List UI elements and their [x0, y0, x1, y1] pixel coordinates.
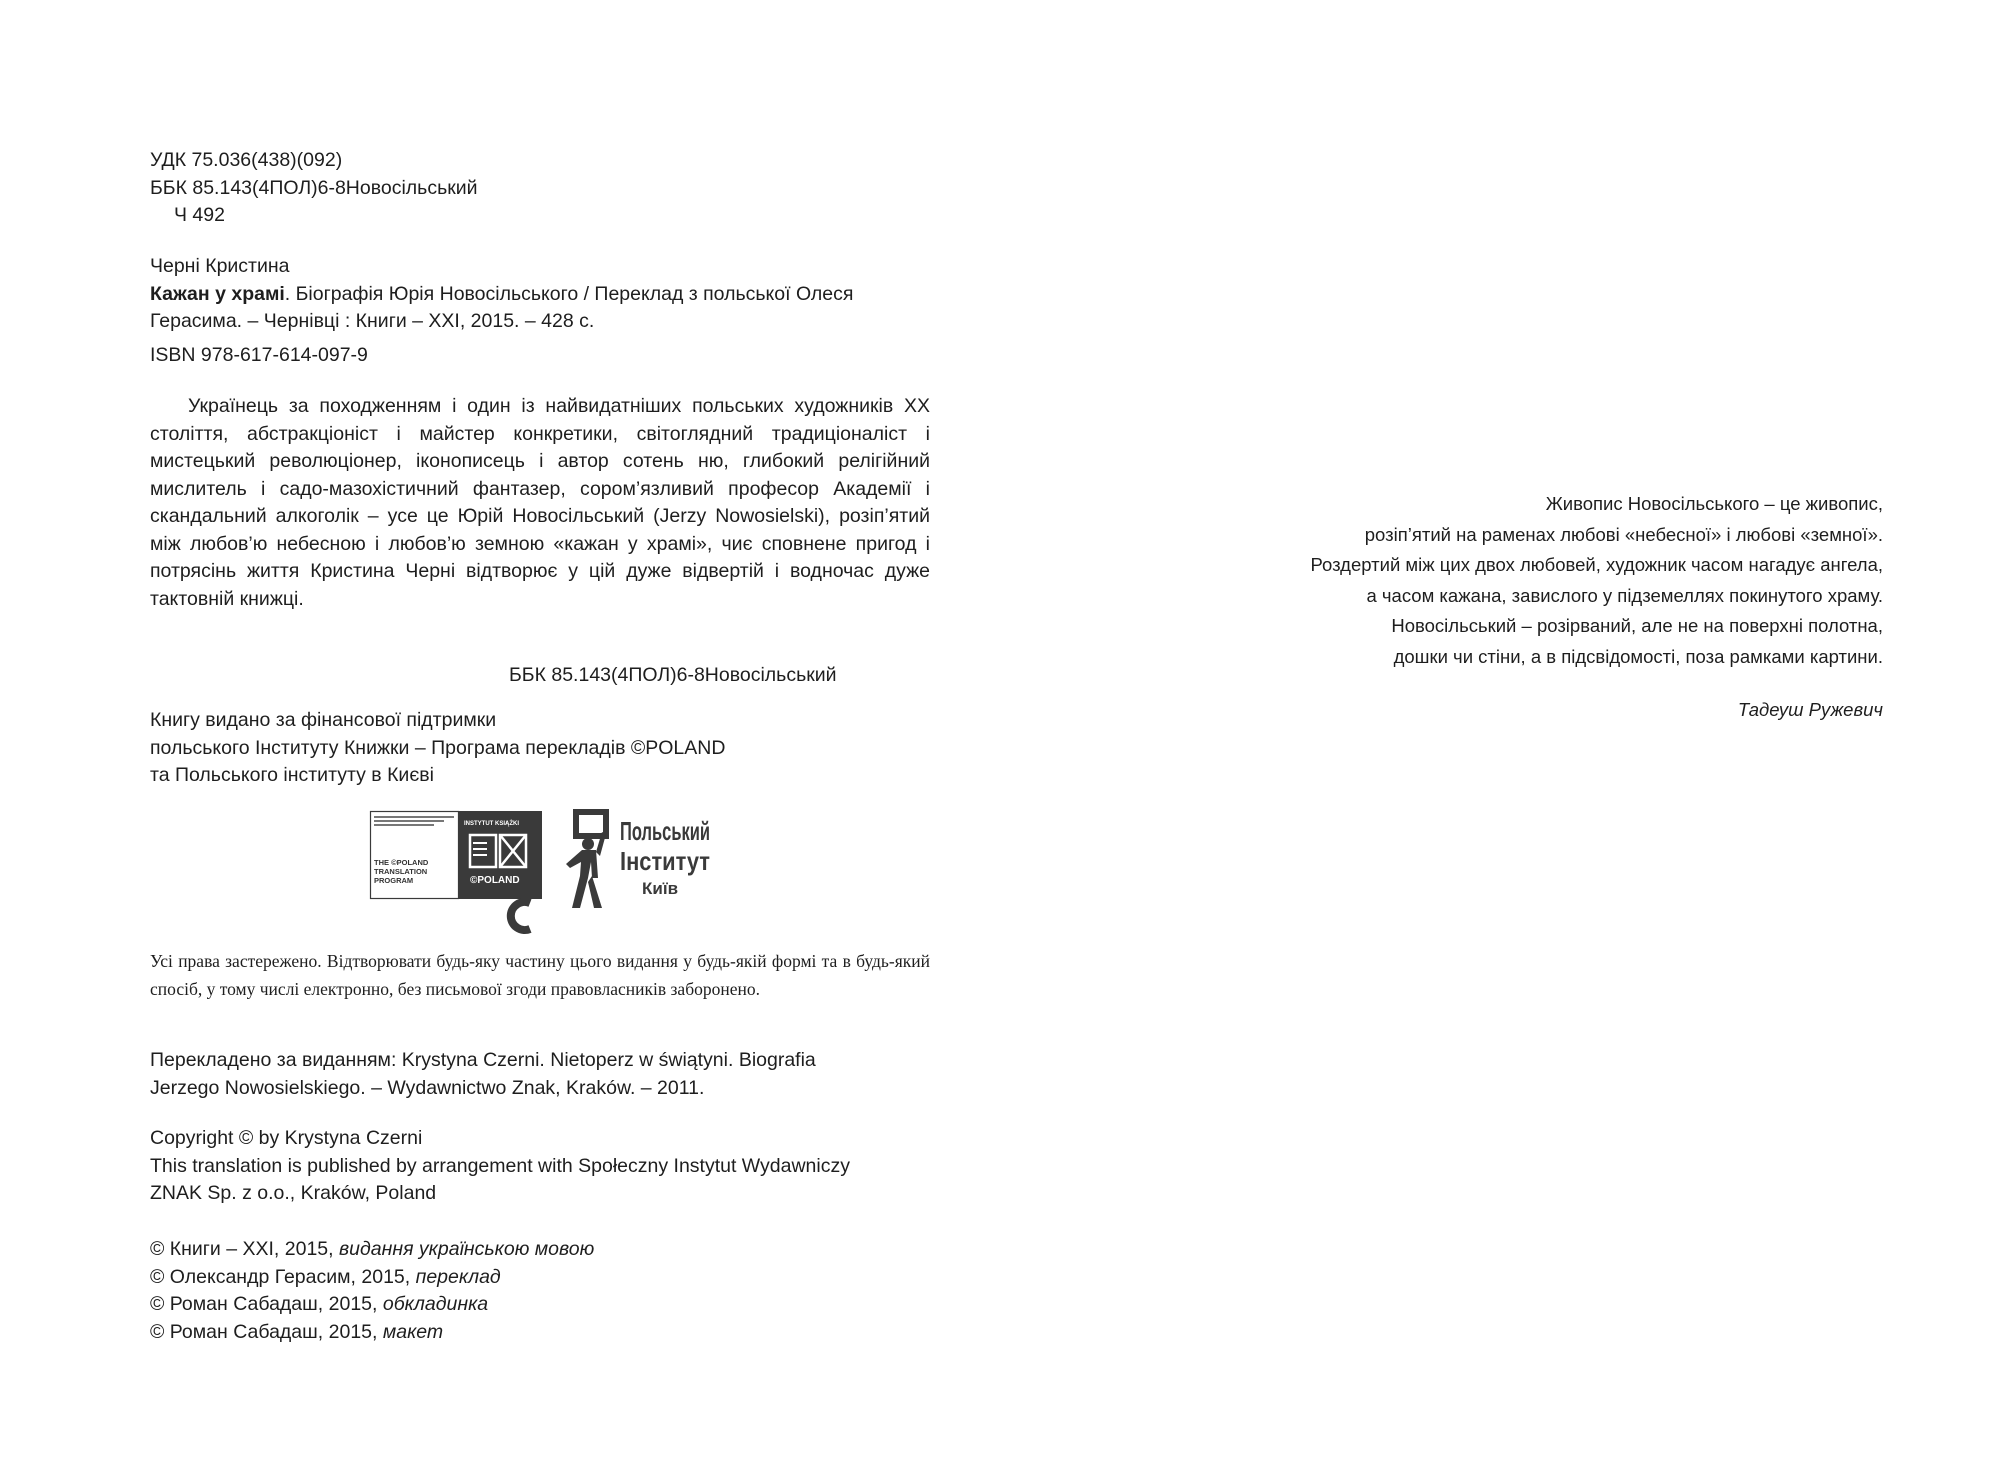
logo-program-line1: THE ©POLAND — [374, 858, 429, 867]
book-publication-info: . Біографія Юрія Новосільського / Переклад з польської Олеся Герасима. – Чернівці : Книги – XXI, 2015. – 428 с. — [150, 282, 854, 332]
logo-pik-line2: Інститут — [620, 846, 711, 876]
annotation — [150, 393, 930, 613]
udk-code: УДК 75.036(438)(092) — [150, 149, 343, 171]
epigraph-line: дошки чи стіни, а в підсвідомості, поза рамками картини. — [1393, 645, 1883, 667]
credits — [150, 1236, 594, 1346]
credit-role: обкладинка — [382, 1293, 489, 1315]
support-line: польського Інституту Книжки – Програма перекладів ©POLAND — [150, 736, 726, 759]
logo-brand: ©POLAND — [470, 875, 520, 886]
credit-holder: © Олександр Герасим, 2015, — [150, 1265, 416, 1288]
copyright-line: This translation is published by arrangement with Społeczny Instytut Wydawniczy — [150, 1154, 850, 1177]
bbk-code: ББК 85.143(4ПОЛ)6-8Новосільський — [150, 176, 478, 199]
credit-holder: © Книги – XXI, 2015, — [150, 1238, 339, 1260]
credit-line — [150, 1236, 594, 1264]
bibliographic-record — [150, 253, 930, 336]
support-statement — [150, 707, 725, 790]
epigraph-line: розіп’ятий на раменах любові «небесної» і любові «земної». — [1364, 523, 1883, 545]
copyright-line: ZNAK Sp. z o.o., Kraków, Poland — [150, 1182, 437, 1204]
credit-role: видання українською мовою — [338, 1238, 595, 1260]
epigraph-line: Живопис Новосільського – це живопис, — [1545, 493, 1883, 514]
copyright-line: Copyright © by Krystyna Czerni — [150, 1127, 423, 1149]
copyright-notice — [150, 1125, 850, 1208]
book-title: Кажан у храмі — [150, 282, 285, 305]
author-mark: Ч 492 — [174, 204, 225, 226]
logo-pik-line1: Польський — [620, 816, 710, 846]
logo-program-line3: PROGRAM — [374, 876, 414, 885]
epigraph-line: а часом кажана, завислого у підземеллях покинутого храму. — [1366, 584, 1883, 606]
credit-holder: © Роман Сабадаш, 2015, — [150, 1293, 383, 1315]
logo-program-line2: TRANSLATION — [374, 867, 428, 876]
book-description — [150, 281, 930, 336]
isbn: ISBN 978-617-614-097-9 — [150, 344, 368, 366]
credit-role: макет — [382, 1320, 444, 1343]
poland-translation-program-logo — [370, 811, 542, 932]
figure-with-frame-icon — [566, 812, 606, 908]
catalog-codes — [150, 147, 478, 230]
credit-line — [150, 1291, 594, 1319]
epigraph-line: Роздертий між цих двох любовей, художник часом нагадує ангела, — [1310, 554, 1883, 575]
translated-from — [150, 1047, 816, 1102]
epigraph-author: Тадеуш Ружевич — [1737, 699, 1883, 720]
epigraph — [1310, 489, 1883, 672]
epigraph-line: Новосільський – розірваний, але не на поверхні полотна, — [1391, 615, 1883, 636]
support-line: та Польського інституту в Києві — [150, 764, 434, 786]
translated-from-line: Jerzego Nowosielskiego. – Wydawnictwo Znak, Kraków. – 2011. — [150, 1076, 705, 1099]
logo-pik-line3: Київ — [642, 879, 679, 898]
credit-line — [150, 1264, 594, 1292]
credit-line — [150, 1319, 594, 1347]
logo-institute-text: INSTYTUT KSIĄŻKI — [464, 821, 519, 827]
credit-holder: © Роман Сабадаш, 2015, — [150, 1320, 383, 1343]
book-author: Черні Кристина — [150, 255, 290, 277]
bbk-code-repeat: ББК 85.143(4ПОЛ)6-8Новосільський — [509, 664, 837, 686]
credit-role: переклад — [415, 1265, 501, 1288]
polish-institute-kyiv-logo — [558, 810, 712, 911]
support-line: Книгу видано за фінансової підтримки — [150, 709, 497, 731]
translated-from-line: Перекладено за виданням: Krystyna Czerni. Nietoperz w świątyni. Biografia — [150, 1049, 816, 1071]
annotation-text: Українець за походженням і один із найвидатніших польських художників XX століття, абстракціоніст і майстер конкретики, світоглядний традиціоналіст і мистецький революціонер, іконописець і автор сотень ню, глибокий релігійний мислитель і садо-мазохістичний фантазер, сором’язливий професор Академії і скандальний алкоголік – усе це Юрій Новосільський (Jerzy Nowosielski), розіп’ятий між любов’ю небесною і любов’ю земною «кажан у храмі», чиє сповнене пригод і потрясінь життя Кристина Черні відтворює у цій дуже відвертій і водночас дуже тактовній книжці. — [150, 395, 930, 610]
copyright-c-shape — [511, 902, 530, 930]
rights-notice: Усі права застережено. Відтворювати будь-яку частину цього видання у будь-якій формі та в будь-який спосіб, у тому числі електронно, без письмової згоди правовласників заборонено. — [150, 951, 930, 999]
